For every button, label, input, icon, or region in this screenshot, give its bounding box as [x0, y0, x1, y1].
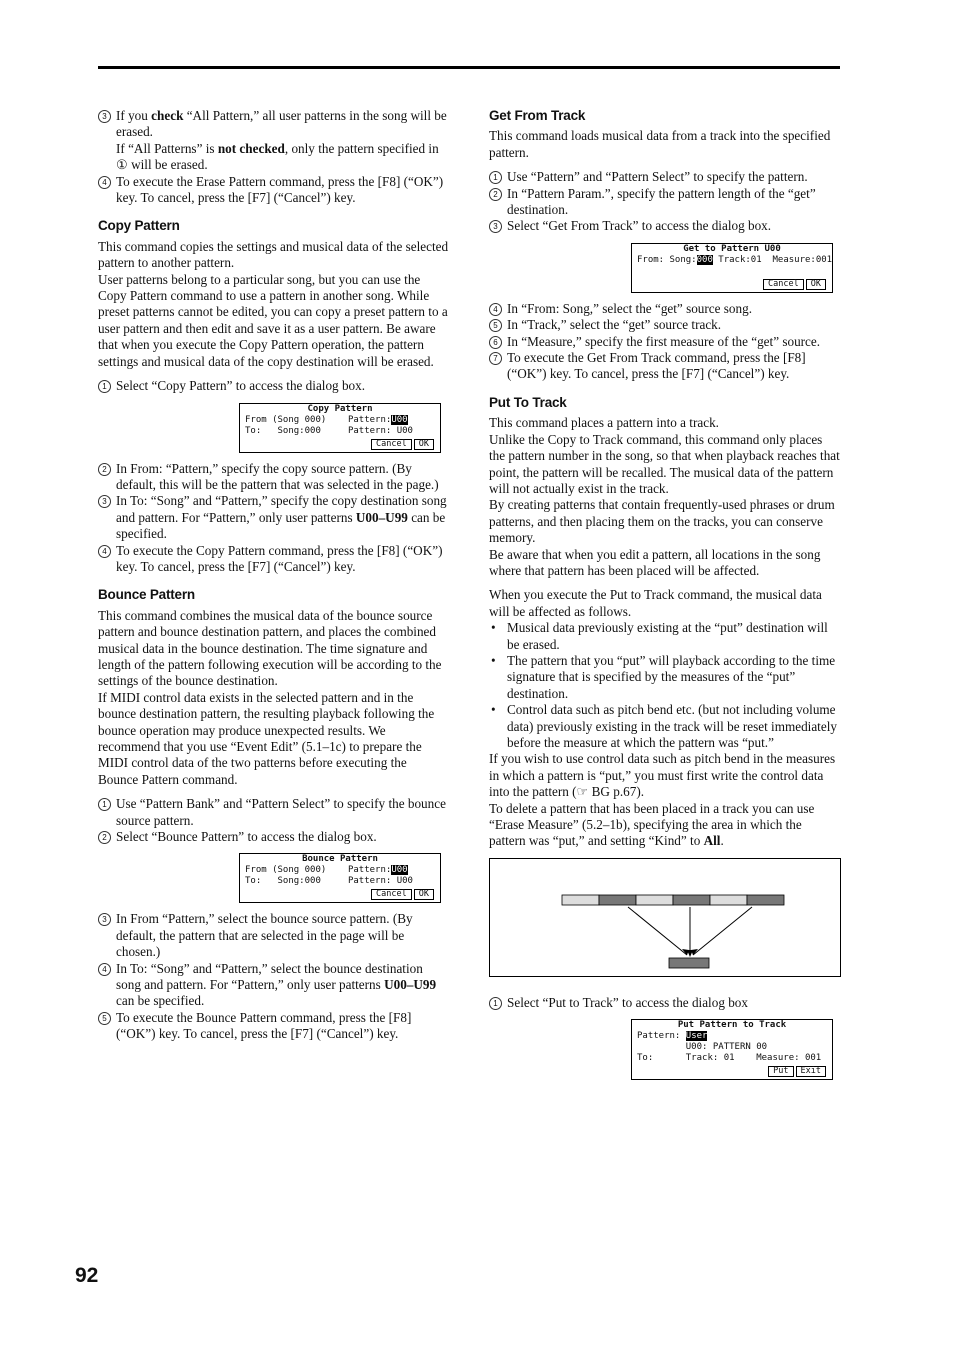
erase-step-3: 3 If you check “All Pattern,” all user patterns in the song will be erased. — [98, 108, 450, 141]
cancel-button[interactable]: Cancel — [371, 889, 412, 900]
step-number-icon: 2 — [489, 188, 502, 201]
bounce-para-2: If MIDI control data exists in the selected pattern and in the bounce destination pattern, the resulting playback following the bounce operation may produce unexpected results. We recommend that you use “Event Edit” (5.1–1c) to prepare the MIDI control data of the two patterns before executing the Bounce Pattern command. — [98, 689, 435, 787]
dialog-row-pattern-name: U00: PATTERN 00 — [637, 1042, 768, 1053]
copy-para-1: This command copies the settings and musical data of the selected pattern to another pattern. — [98, 238, 449, 271]
left-column — [98, 108, 450, 1043]
pattern-bank-field[interactable]: User — [685, 1031, 708, 1042]
copy-para-2: User patterns belong to a particular song, but you can use the Copy Pattern command to use a pattern in another song. While preset patterns cannot be edited, you can copy a preset pattern to a user pattern and then edit and save it as a user pattern. Be aware that when you execute the Copy Pattern operation, the pattern settings and musical data of the copy destination will be erased. — [98, 271, 448, 369]
bounce-para-1: This command combines the musical data of the bounce source pattern and bounce destination pattern, and places the combined musical data in the bounce destination. The time signature and length of the pattern following execution will be according to the settings of the bounce destination. — [98, 607, 442, 689]
source-song-field[interactable]: 000 — [696, 254, 713, 265]
dialog-row-from: From: Song:000 Track:01 Measure:001 — [637, 254, 833, 265]
put-bullet-3: • Control data such as pitch bend etc. (but not including volume data) previously existing in the track will be reset immediately before the measure at which the pattern was “put.” — [489, 702, 841, 751]
track-measure-block — [562, 895, 599, 905]
put-para-4: Be aware that when you edit a pattern, all locations in the song where that pattern has been placed will be affected. — [489, 546, 821, 578]
copy-pattern-dialog — [239, 403, 441, 453]
arrow-line — [693, 907, 752, 955]
bounce-step-5: 5 To execute the Bounce Pattern command, press the [F8] (“OK”) key. To cancel, press the [F7] (“Cancel”) key. — [98, 1010, 450, 1043]
put-pattern-diagram — [489, 858, 841, 977]
step-number-icon: 4 — [98, 176, 111, 189]
bounce-step-4: 4 In To: “Song” and “Pattern,” select the bounce destination song and pattern. For “Pattern,” only user patterns U00–U99 can be specified. — [98, 961, 450, 1010]
arrow-line — [628, 907, 687, 955]
track-measure-block — [747, 895, 784, 905]
ok-button[interactable]: OK — [806, 279, 826, 290]
step-number-icon: 4 — [98, 545, 111, 558]
copy-step-3: 3 In To: “Song” and “Pattern,” specify the copy destination song and pattern. For “Pattern,” only user patterns U00–U99 can be specified. — [98, 493, 450, 542]
copy-step-2: 2 In From: “Pattern,” specify the copy source pattern. (By default, this will be the pattern that was selected in the page.) — [98, 461, 450, 494]
top-rule — [98, 66, 840, 69]
put-para-1: This command places a pattern into a track. — [489, 415, 719, 431]
put-para-3: By creating patterns that contain frequently-used phrases or drum patterns, and then placing them on the tracks, you can conserve memory. — [489, 497, 835, 546]
put-para-7: To delete a pattern that has been placed in a track you can use “Erase Measure” (5.2–1b), specifying the area in which the pattern was “put,” and setting “Kind” to All. — [489, 800, 815, 849]
ok-button[interactable]: OK — [414, 439, 434, 450]
step-number-icon: 4 — [98, 963, 111, 976]
put-bullet-1: • Musical data previously existing at the “put” destination will be erased. — [489, 620, 841, 653]
dialog-row-from: From (Song 000) Pattern:U00 — [245, 414, 408, 425]
erase-note: If “All Patterns” is not checked, only the pattern specified in ① will be erased. — [116, 140, 439, 173]
step-number-icon: 2 — [98, 831, 111, 844]
put-pattern-diagram-graphic — [490, 859, 840, 976]
dialog-row-to: To: Song:000 Pattern: U00 — [245, 876, 413, 887]
get-step-3: 3 Select “Get From Track” to access the dialog box. — [489, 218, 841, 234]
dialog-title: Copy Pattern — [307, 403, 373, 414]
get-step-1: 1 Use “Pattern” and “Pattern Select” to specify the pattern. — [489, 169, 841, 185]
step-number-icon: 6 — [489, 336, 502, 349]
track-measure-block — [599, 895, 636, 905]
get-step-4: 4 In “From: Song,” select the “get” source song. — [489, 301, 841, 317]
get-from-track-heading: Get From Track — [489, 108, 586, 123]
page-number: 92 — [75, 1264, 99, 1287]
dialog-row-to: To: Song:000 Pattern: U00 — [245, 425, 413, 436]
get-step-2: 2 In “Pattern Param.”, specify the pattern length of the “get” destination. — [489, 186, 841, 219]
bounce-step-2: 2 Select “Bounce Pattern” to access the dialog box. — [98, 829, 450, 845]
step-number-icon: 3 — [98, 495, 111, 508]
dialog-row-pattern: Pattern: User — [637, 1031, 708, 1042]
put-para-6: If you wish to use control data such as pitch bend in the measures in which a pattern is “put,” you must first write the control data into the pattern (☞ BG p.67). — [489, 751, 836, 800]
bounce-step-3: 3 In From “Pattern,” select the bounce source pattern. (By default, the pattern that are selected in the page will be chosen.) — [98, 911, 450, 960]
cancel-button[interactable]: Cancel — [371, 439, 412, 450]
put-para-5: When you execute the Put to Track command, the musical data will be affected as follows. — [489, 587, 822, 619]
copy-step-1: 1 Select “Copy Pattern” to access the dialog box. — [98, 378, 450, 394]
step-number-icon: 7 — [489, 352, 502, 365]
pattern-block — [669, 958, 709, 968]
track-measure-block — [710, 895, 747, 905]
get-step-6: 6 In “Measure,” specify the first measure of the “get” source. — [489, 334, 841, 350]
put-to-track-heading: Put To Track — [489, 394, 567, 410]
bounce-pattern-heading: Bounce Pattern — [98, 587, 195, 603]
bounce-step-1: 1 Use “Pattern Bank” and “Pattern Select” to specify the bounce source pattern. — [98, 796, 450, 829]
put-step-1: 1 Select “Put to Track” to access the dialog box — [489, 995, 841, 1011]
step-number-icon: 4 — [489, 303, 502, 316]
step-number-icon: 3 — [489, 220, 502, 233]
erase-step-4: 4 To execute the Erase Pattern command, press the [F8] (“OK”) key. To cancel, press the [F7] (“Cancel”) key. — [98, 174, 450, 207]
copy-step-4: 4 To execute the Copy Pattern command, press the [F8] (“OK”) key. To cancel, press the [F7] (“Cancel”) key. — [98, 543, 450, 576]
step-number-icon: 1 — [489, 997, 502, 1010]
step-number-icon: 1 — [98, 380, 111, 393]
get-para: This command loads musical data from a track into the specified pattern. — [489, 128, 831, 160]
source-pattern-field[interactable]: U00 — [391, 865, 408, 876]
put-button[interactable]: Put — [768, 1066, 793, 1077]
dialog-row-to: To: Track: 01 Measure: 001 — [637, 1053, 822, 1064]
dialog-title: Get to Pattern U00 — [683, 243, 781, 254]
dialog-title: Put Pattern to Track — [677, 1020, 787, 1031]
get-step-5: 5 In “Track,” select the “get” source track. — [489, 317, 841, 333]
track-measure-block — [673, 895, 710, 905]
step-number-icon: 1 — [98, 798, 111, 811]
step-number-icon: 2 — [98, 463, 111, 476]
step-number-icon: 3 — [98, 110, 111, 123]
track-measure-block — [636, 895, 673, 905]
put-para-2: Unlike the Copy to Track command, this command only places the pattern number in the song, so that when playback reaches that point, the pattern will be recalled. The musical data of the pattern will not actually exist in the track. — [489, 431, 840, 496]
step-number-icon: 1 — [489, 171, 502, 184]
put-to-track-dialog — [631, 1019, 833, 1080]
copy-pattern-heading: Copy Pattern — [98, 218, 180, 234]
ok-button[interactable]: OK — [414, 889, 434, 900]
dialog-title: Bounce Pattern — [302, 854, 378, 865]
source-pattern-field[interactable]: U00 — [391, 414, 408, 425]
put-bullet-2: • The pattern that you “put” will playback according to the time signature that is specified by the measures of the “put” destination. — [489, 653, 841, 702]
step-number-icon: 5 — [489, 319, 502, 332]
step-number-icon: 3 — [98, 913, 111, 926]
step-number-icon: 5 — [98, 1012, 111, 1025]
dialog-row-from: From (Song 000) Pattern:U00 — [245, 865, 408, 876]
cancel-button[interactable]: Cancel — [763, 279, 804, 290]
bounce-pattern-dialog — [239, 853, 441, 903]
get-step-7: 7 To execute the Get From Track command, press the [F8] (“OK”) key. To cancel, press the [F7] (“Cancel”) key. — [489, 350, 841, 383]
get-from-track-dialog — [631, 243, 833, 293]
right-column — [489, 108, 841, 1088]
exit-button[interactable]: Exit — [796, 1066, 826, 1077]
